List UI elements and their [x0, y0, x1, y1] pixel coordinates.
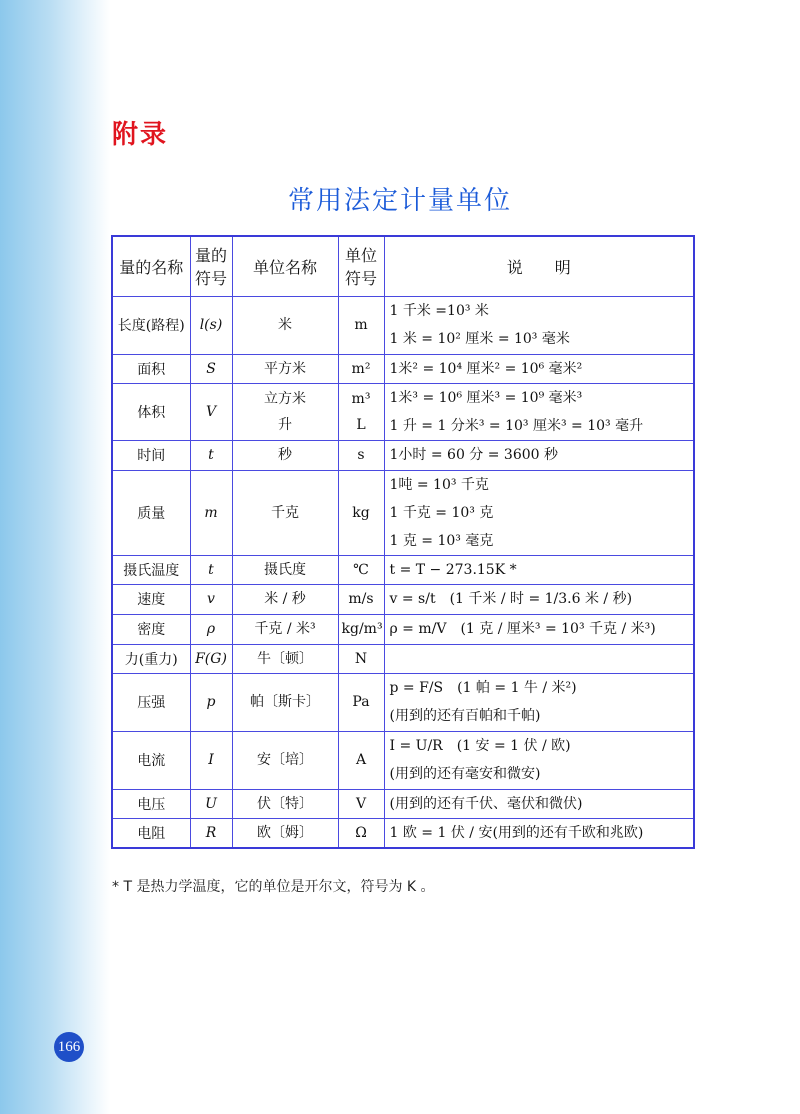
quantity-name-cell: 摄氏温度 — [112, 555, 190, 584]
unit-name-line: 平方米 — [264, 360, 306, 377]
unit-name-line: 欧〔姆〕 — [257, 824, 313, 841]
unit-symbol-cell — [338, 354, 384, 383]
table-row — [112, 296, 694, 354]
unit-symbol-cell — [338, 383, 384, 440]
quantity-symbol-cell: l(s) — [190, 296, 232, 354]
description-line: 1 升 = 1 分米³ = 10³ 厘米³ = 10³ 毫升 — [389, 417, 644, 434]
unit-name-cell — [232, 731, 338, 789]
unit-symbol-cell — [338, 731, 384, 789]
description-line: 1 千米 =10³ 米 — [389, 303, 489, 319]
unit-name-cell — [232, 440, 338, 470]
unit-symbol-line: m/s — [348, 591, 374, 607]
unit-name-line: 立方米 — [264, 390, 306, 407]
description-cell — [384, 584, 694, 614]
description-line: 1 米 = 10² 厘米 = 10³ 毫米 — [389, 331, 570, 347]
page-number-badge: 166 — [54, 1032, 84, 1062]
unit-name-cell — [232, 818, 338, 848]
header-unit-symbol: 单位符号 — [338, 236, 384, 296]
description-line: (用到的还有毫安和微安) — [389, 766, 541, 782]
unit-name-cell — [232, 673, 338, 731]
table-row — [112, 383, 694, 440]
unit-name-line: 米 — [278, 317, 292, 333]
unit-symbol-line: kg/m³ — [341, 621, 383, 637]
quantity-symbol-cell: ρ — [190, 614, 232, 644]
description-cell — [384, 555, 694, 584]
description-line: 1吨 = 10³ 千克 — [389, 476, 489, 493]
quantity-name-cell: 质量 — [112, 470, 190, 555]
header-unit-name: 单位名称 — [232, 236, 338, 296]
unit-symbol-line: L — [356, 416, 366, 433]
unit-symbol-line: m — [354, 317, 368, 333]
description-line: 1小时 = 60 分 = 3600 秒 — [389, 447, 559, 463]
appendix-label: 附录 — [112, 120, 169, 150]
table-row — [112, 818, 694, 848]
quantity-symbol-cell: S — [190, 354, 232, 383]
header-quantity-name: 量的名称 — [112, 236, 190, 296]
unit-name-cell — [232, 644, 338, 673]
unit-name-cell — [232, 584, 338, 614]
description-line: v = s/t (1 千米 / 时 = 1/3.6 米 / 秒) — [389, 591, 633, 607]
description-line: 1米³ = 10⁶ 厘米³ = 10⁹ 毫米³ — [389, 389, 583, 406]
quantity-symbol-cell: V — [190, 383, 232, 440]
description-cell — [384, 818, 694, 848]
unit-symbol-cell — [338, 789, 384, 818]
unit-name-cell — [232, 789, 338, 818]
quantity-name-cell: 密度 — [112, 614, 190, 644]
quantity-symbol-cell: p — [190, 673, 232, 731]
quantity-symbol-cell: m — [190, 470, 232, 555]
header-quantity-symbol: 量的符号 — [190, 236, 232, 296]
description-line: p = F/S (1 帕 = 1 牛 / 米²) — [389, 680, 577, 696]
quantity-name-cell: 长度(路程) — [112, 296, 190, 354]
header-description: 说 明 — [384, 236, 694, 296]
table-header-row — [112, 236, 694, 296]
quantity-name-cell: 电阻 — [112, 818, 190, 848]
units-table — [111, 235, 695, 849]
description-line: (用到的还有千伏、毫伏和微伏) — [389, 795, 583, 812]
unit-name-cell — [232, 555, 338, 584]
table-row — [112, 354, 694, 383]
unit-symbol-cell — [338, 440, 384, 470]
description-line: t = T − 273.15K * — [389, 561, 517, 578]
unit-symbol-line: m² — [351, 360, 371, 377]
description-cell — [384, 673, 694, 731]
table-row — [112, 789, 694, 818]
unit-name-line: 千克 — [271, 504, 299, 521]
quantity-name-cell: 时间 — [112, 440, 190, 470]
table-row — [112, 731, 694, 789]
unit-symbol-cell — [338, 470, 384, 555]
quantity-name-cell: 力(重力) — [112, 644, 190, 673]
unit-name-cell — [232, 614, 338, 644]
unit-name-line: 千克 / 米³ — [254, 621, 316, 637]
quantity-symbol-cell: I — [190, 731, 232, 789]
table-row — [112, 470, 694, 555]
description-cell — [384, 440, 694, 470]
unit-name-line: 升 — [278, 416, 292, 433]
quantity-symbol-cell: t — [190, 555, 232, 584]
unit-name-line: 摄氏度 — [264, 561, 306, 578]
unit-name-line: 安〔培〕 — [257, 752, 313, 768]
unit-name-cell — [232, 470, 338, 555]
description-cell — [384, 789, 694, 818]
table-row — [112, 584, 694, 614]
description-cell — [384, 354, 694, 383]
unit-symbol-cell — [338, 644, 384, 673]
description-cell — [384, 614, 694, 644]
quantity-name-cell: 压强 — [112, 673, 190, 731]
quantity-symbol-cell: R — [190, 818, 232, 848]
table-body — [112, 296, 694, 848]
unit-symbol-cell — [338, 614, 384, 644]
unit-symbol-cell — [338, 818, 384, 848]
description-line: ρ = m/V (1 克 / 厘米³ = 10³ 千克 / 米³) — [389, 621, 656, 637]
description-line: 1米² = 10⁴ 厘米² = 10⁶ 毫米² — [389, 360, 583, 377]
unit-name-line: 伏〔特〕 — [257, 795, 313, 812]
unit-symbol-line: Pa — [352, 694, 370, 710]
footnote: * T 是热力学温度，它的单位是开尔文，符号为 K 。 — [112, 879, 435, 895]
quantity-name-cell: 电流 — [112, 731, 190, 789]
page-side-band — [0, 0, 110, 1114]
description-cell — [384, 731, 694, 789]
description-cell — [384, 296, 694, 354]
unit-symbol-line: s — [357, 447, 365, 463]
quantity-symbol-cell: v — [190, 584, 232, 614]
unit-symbol-line: ℃ — [353, 561, 369, 578]
unit-name-cell — [232, 383, 338, 440]
quantity-name-cell: 速度 — [112, 584, 190, 614]
description-line: 1 欧 = 1 伏 / 安(用到的还有千欧和兆欧) — [389, 824, 644, 841]
table-row — [112, 673, 694, 731]
quantity-name-cell: 面积 — [112, 354, 190, 383]
unit-symbol-cell — [338, 555, 384, 584]
quantity-name-cell: 电压 — [112, 789, 190, 818]
unit-name-line: 帕〔斯卡〕 — [250, 694, 320, 710]
description-line: I = U/R (1 安 = 1 伏 / 欧) — [389, 738, 571, 754]
table-row — [112, 555, 694, 584]
unit-name-cell — [232, 354, 338, 383]
description-line: 1 千克 = 10³ 克 — [389, 504, 494, 521]
unit-symbol-cell — [338, 296, 384, 354]
unit-symbol-line: Ω — [355, 824, 367, 841]
unit-symbol-line: N — [354, 650, 368, 667]
description-line: 1 克 = 10³ 毫克 — [389, 532, 494, 549]
unit-symbol-cell — [338, 584, 384, 614]
description-line: (用到的还有百帕和千帕) — [389, 708, 541, 724]
page-title: 常用法定计量单位 — [287, 186, 512, 216]
unit-symbol-line: V — [355, 795, 367, 812]
unit-symbol-line: A — [355, 752, 367, 768]
quantity-symbol-cell: t — [190, 440, 232, 470]
quantity-name-cell: 体积 — [112, 383, 190, 440]
unit-symbol-line: m³ — [351, 390, 371, 407]
unit-symbol-cell — [338, 673, 384, 731]
unit-name-line: 米 / 秒 — [264, 591, 306, 607]
description-cell — [384, 644, 694, 673]
unit-name-cell — [232, 296, 338, 354]
unit-name-line: 秒 — [278, 447, 292, 463]
description-cell — [384, 470, 694, 555]
unit-symbol-line: kg — [352, 504, 370, 521]
quantity-symbol-cell: F(G) — [190, 644, 232, 673]
description-cell — [384, 383, 694, 440]
table-row — [112, 644, 694, 673]
table-row — [112, 614, 694, 644]
table-row — [112, 440, 694, 470]
quantity-symbol-cell: U — [190, 789, 232, 818]
unit-name-line: 牛〔顿〕 — [257, 650, 313, 667]
